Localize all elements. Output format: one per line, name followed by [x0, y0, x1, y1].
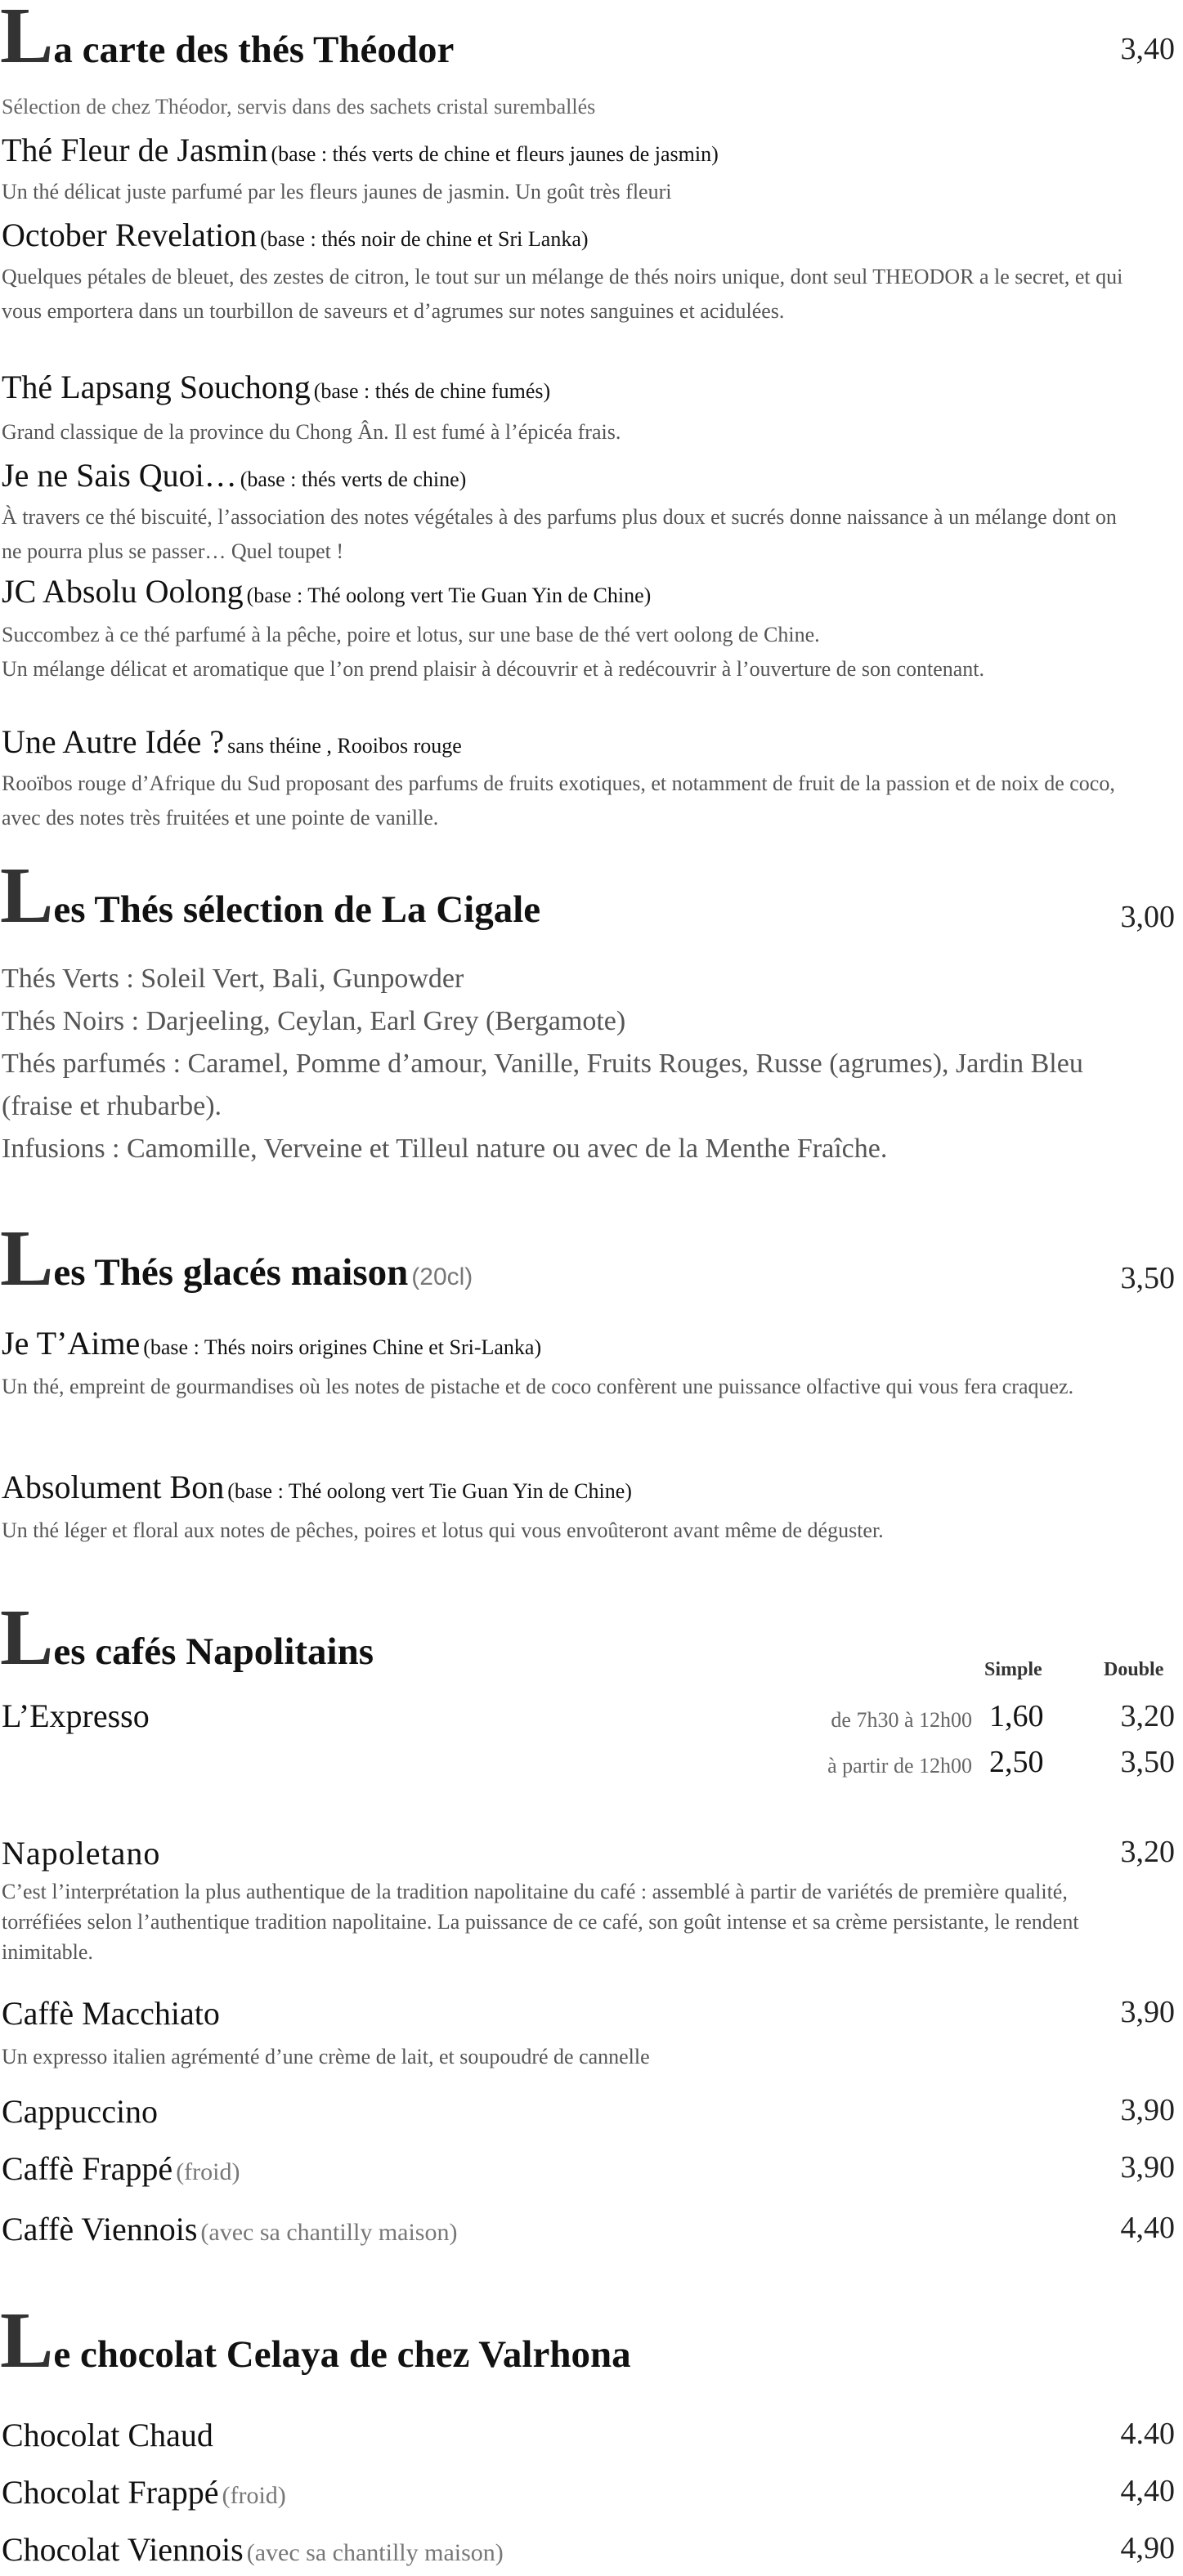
item-price: 4,40 [1120, 2474, 1175, 2508]
item-base: (base : Thé oolong vert Tie Guan Yin de Chine) [246, 584, 652, 607]
item-description: À travers ce thé biscuité, l’association des notes végétales à des parfums plus doux et sucrés donne naissance à un mélange dont on ne pourra plus se passer… Quel toupet ! [2, 505, 1117, 563]
item-price: 3,90 [1120, 1995, 1175, 2029]
item-description: Grand classique de la province du Chong Ân. Il est fumé à l’épicéa frais. [2, 420, 621, 444]
item-description-2: Un mélange délicat et aromatique que l’on prend plaisir à découvrir et à redécouvrir à l’ouverture de son contenant. [2, 657, 985, 681]
menu-item-october-revelation [2, 216, 589, 254]
menu-item-caffe-frappe [2, 2149, 240, 2188]
item-name-expresso: L’Expresso [2, 1697, 150, 1734]
expresso-row-label: de 7h30 à 12h00 [831, 1708, 972, 1732]
menu-item-une-autre-idee [2, 722, 462, 761]
menu-item-caffe-viennois [2, 2210, 457, 2248]
item-note: (avec sa chantilly maison) [200, 2219, 458, 2246]
item-name: Je ne Sais Quoi… [2, 457, 237, 494]
section-title-text: a carte des thés Théodor [53, 29, 455, 71]
item-base: (base : thés verts de chine) [240, 467, 467, 491]
item-name: October Revelation [2, 217, 258, 253]
item-description: Un expresso italien agrémenté d’une crème de lait, et soupoudré de cannelle [2, 2045, 650, 2068]
expresso-double-price: 3,20 [1120, 1699, 1175, 1733]
expresso-simple-price: 2,50 [989, 1745, 1044, 1779]
item-name-napoletano: Napoletano [2, 1835, 161, 1872]
item-name: Chocolat Viennois [2, 2531, 244, 2568]
item-name: Thé Fleur de Jasmin [2, 132, 268, 168]
cigale-line: Thés Verts : Soleil Vert, Bali, Gunpowder [2, 964, 464, 994]
menu-item-je-ne-sais-quoi [2, 456, 466, 494]
menu-item-chocolat-frappe [2, 2473, 286, 2511]
item-name: Absolument Bon [2, 1469, 225, 1505]
expresso-row-label: à partir de 12h00 [827, 1754, 972, 1778]
section-title-initial: L [0, 852, 54, 940]
item-note: (froid) [176, 2158, 240, 2185]
section-title-text: es cafés Napolitains [53, 1630, 374, 1673]
item-base: (base : Thés noirs origines Chine et Sri-Lanka) [143, 1335, 542, 1359]
item-name: Caffè Viennois [2, 2211, 198, 2247]
section-size: (20cl) [411, 1263, 473, 1290]
item-note: (froid) [222, 2482, 286, 2509]
section-title-initial: L [0, 2296, 54, 2385]
menu-item-absolument-bon [2, 1468, 632, 1506]
item-name: Chocolat Frappé [2, 2474, 219, 2511]
item-base: sans théine , Rooibos rouge [227, 734, 462, 758]
item-name: Chocolat Chaud [2, 2417, 213, 2453]
item-name-cappuccino: Cappuccino [2, 2093, 159, 2130]
section-price-theodor: 3,40 [1120, 32, 1175, 66]
cigale-line: Infusions : Camomille, Verveine et Tilleul nature ou avec de la Menthe Fraîche. [2, 1134, 888, 1164]
item-base: (base : thés de chine fumés) [313, 379, 551, 403]
section-title-initial: L [0, 1594, 54, 1682]
expresso-simple-price: 1,60 [989, 1699, 1044, 1733]
item-description: Un thé léger et floral aux notes de pêches, poires et lotus qui vous envoûteront avant même de déguster. [2, 1518, 884, 1542]
section-title-text: es Thés glacés maison [53, 1251, 409, 1294]
menu-item-je-taime [2, 1324, 541, 1362]
menu-item-chocolat-chaud [2, 2416, 213, 2454]
section-price-cigale: 3,00 [1120, 900, 1175, 934]
item-name: JC Absolu Oolong [2, 573, 244, 610]
section-title-glaces [0, 1213, 473, 1304]
item-base: (base : Thé oolong vert Tie Guan Yin de Chine) [227, 1479, 632, 1503]
section-title-cigale [0, 850, 540, 941]
item-description: Un thé délicat juste parfumé par les fleurs jaunes de jasmin. Un goût très fleuri [2, 180, 672, 203]
section-title-text: e chocolat Celaya de chez Valrhona [53, 2333, 631, 2376]
item-name: Je T’Aime [2, 1325, 141, 1362]
section-title-text: es Thés sélection de La Cigale [53, 888, 541, 931]
item-name-macchiato: Caffè Macchiato [2, 1995, 220, 2032]
column-header-simple: Simple [984, 1659, 1042, 1680]
item-note: (avec sa chantilly maison) [246, 2539, 504, 2566]
item-description: Quelques pétales de bleuet, des zestes de citron, le tout sur un mélange de thés noirs unique, dont seul THEODOR a le secret, et qui vous emportera dans un tourbillon de saveurs et d’agrumes sur notes sanguines et acidulées. [2, 265, 1123, 323]
menu-item-jc-absolu-oolong [2, 572, 651, 610]
expresso-double-price: 3,50 [1120, 1745, 1175, 1779]
item-base: (base : thés verts de chine et fleurs jaunes de jasmin) [271, 142, 719, 166]
item-description: Un thé, empreint de gourmandises où les notes de pistache et de coco confèrent une puissance olfactive qui vous fera craquez. [2, 1375, 1074, 1398]
menu-item-fleur-jasmin [2, 131, 719, 169]
item-price: 3,20 [1120, 1835, 1175, 1869]
cigale-line: Thés Noirs : Darjeeling, Ceylan, Earl Grey (Bergamote) [2, 1006, 626, 1036]
item-description: C’est l’interprétation la plus authentique de la tradition napolitaine du café : assemblé à partir de variétés de première qualité, torréfiées selon l’authentique tradition napolitaine. La puissance de ce café, son goût intense et sa crème persistante, le rendent inimitable. [2, 1880, 1079, 1964]
section-intro: Sélection de chez Théodor, servis dans des sachets cristal suremballés [2, 95, 596, 119]
item-price: 3,90 [1120, 2093, 1175, 2127]
item-name: Caffè Frappé [2, 2150, 173, 2187]
menu-item-lapsang-souchong [2, 368, 550, 406]
section-title-chocolat [0, 2295, 631, 2386]
item-name: Une Autre Idée ? [2, 723, 225, 760]
item-price: 4,90 [1120, 2531, 1175, 2565]
cigale-line: Thés parfumés : Caramel, Pomme d’amour, Vanille, Fruits Rouges, Russe (agrumes), Jardin Bleu (fraise et rhubarbe). [2, 1049, 1083, 1121]
section-title-cafes [0, 1592, 374, 1684]
item-price: 4,40 [1120, 2211, 1175, 2245]
column-header-double: Double [1104, 1659, 1164, 1680]
section-title-initial: L [0, 1214, 54, 1303]
item-price: 3,90 [1120, 2150, 1175, 2185]
item-name: Thé Lapsang Souchong [2, 369, 311, 405]
item-base: (base : thés noir de chine et Sri Lanka) [260, 227, 589, 251]
menu-item-chocolat-viennois [2, 2530, 504, 2569]
section-title-initial: L [0, 0, 54, 80]
item-price: 4.40 [1120, 2417, 1175, 2451]
item-description: Succombez à ce thé parfumé à la pêche, poire et lotus, sur une base de thé vert oolong de Chine. [2, 623, 820, 646]
section-price-glaces: 3,50 [1120, 1261, 1175, 1295]
section-title-theodor [0, 0, 454, 82]
item-description: Rooïbos rouge d’Afrique du Sud proposant des parfums de fruits exotiques, et notamment de fruit de la passion et de noix de coco, avec des notes très fruitées et une pointe de vanille. [2, 771, 1115, 830]
